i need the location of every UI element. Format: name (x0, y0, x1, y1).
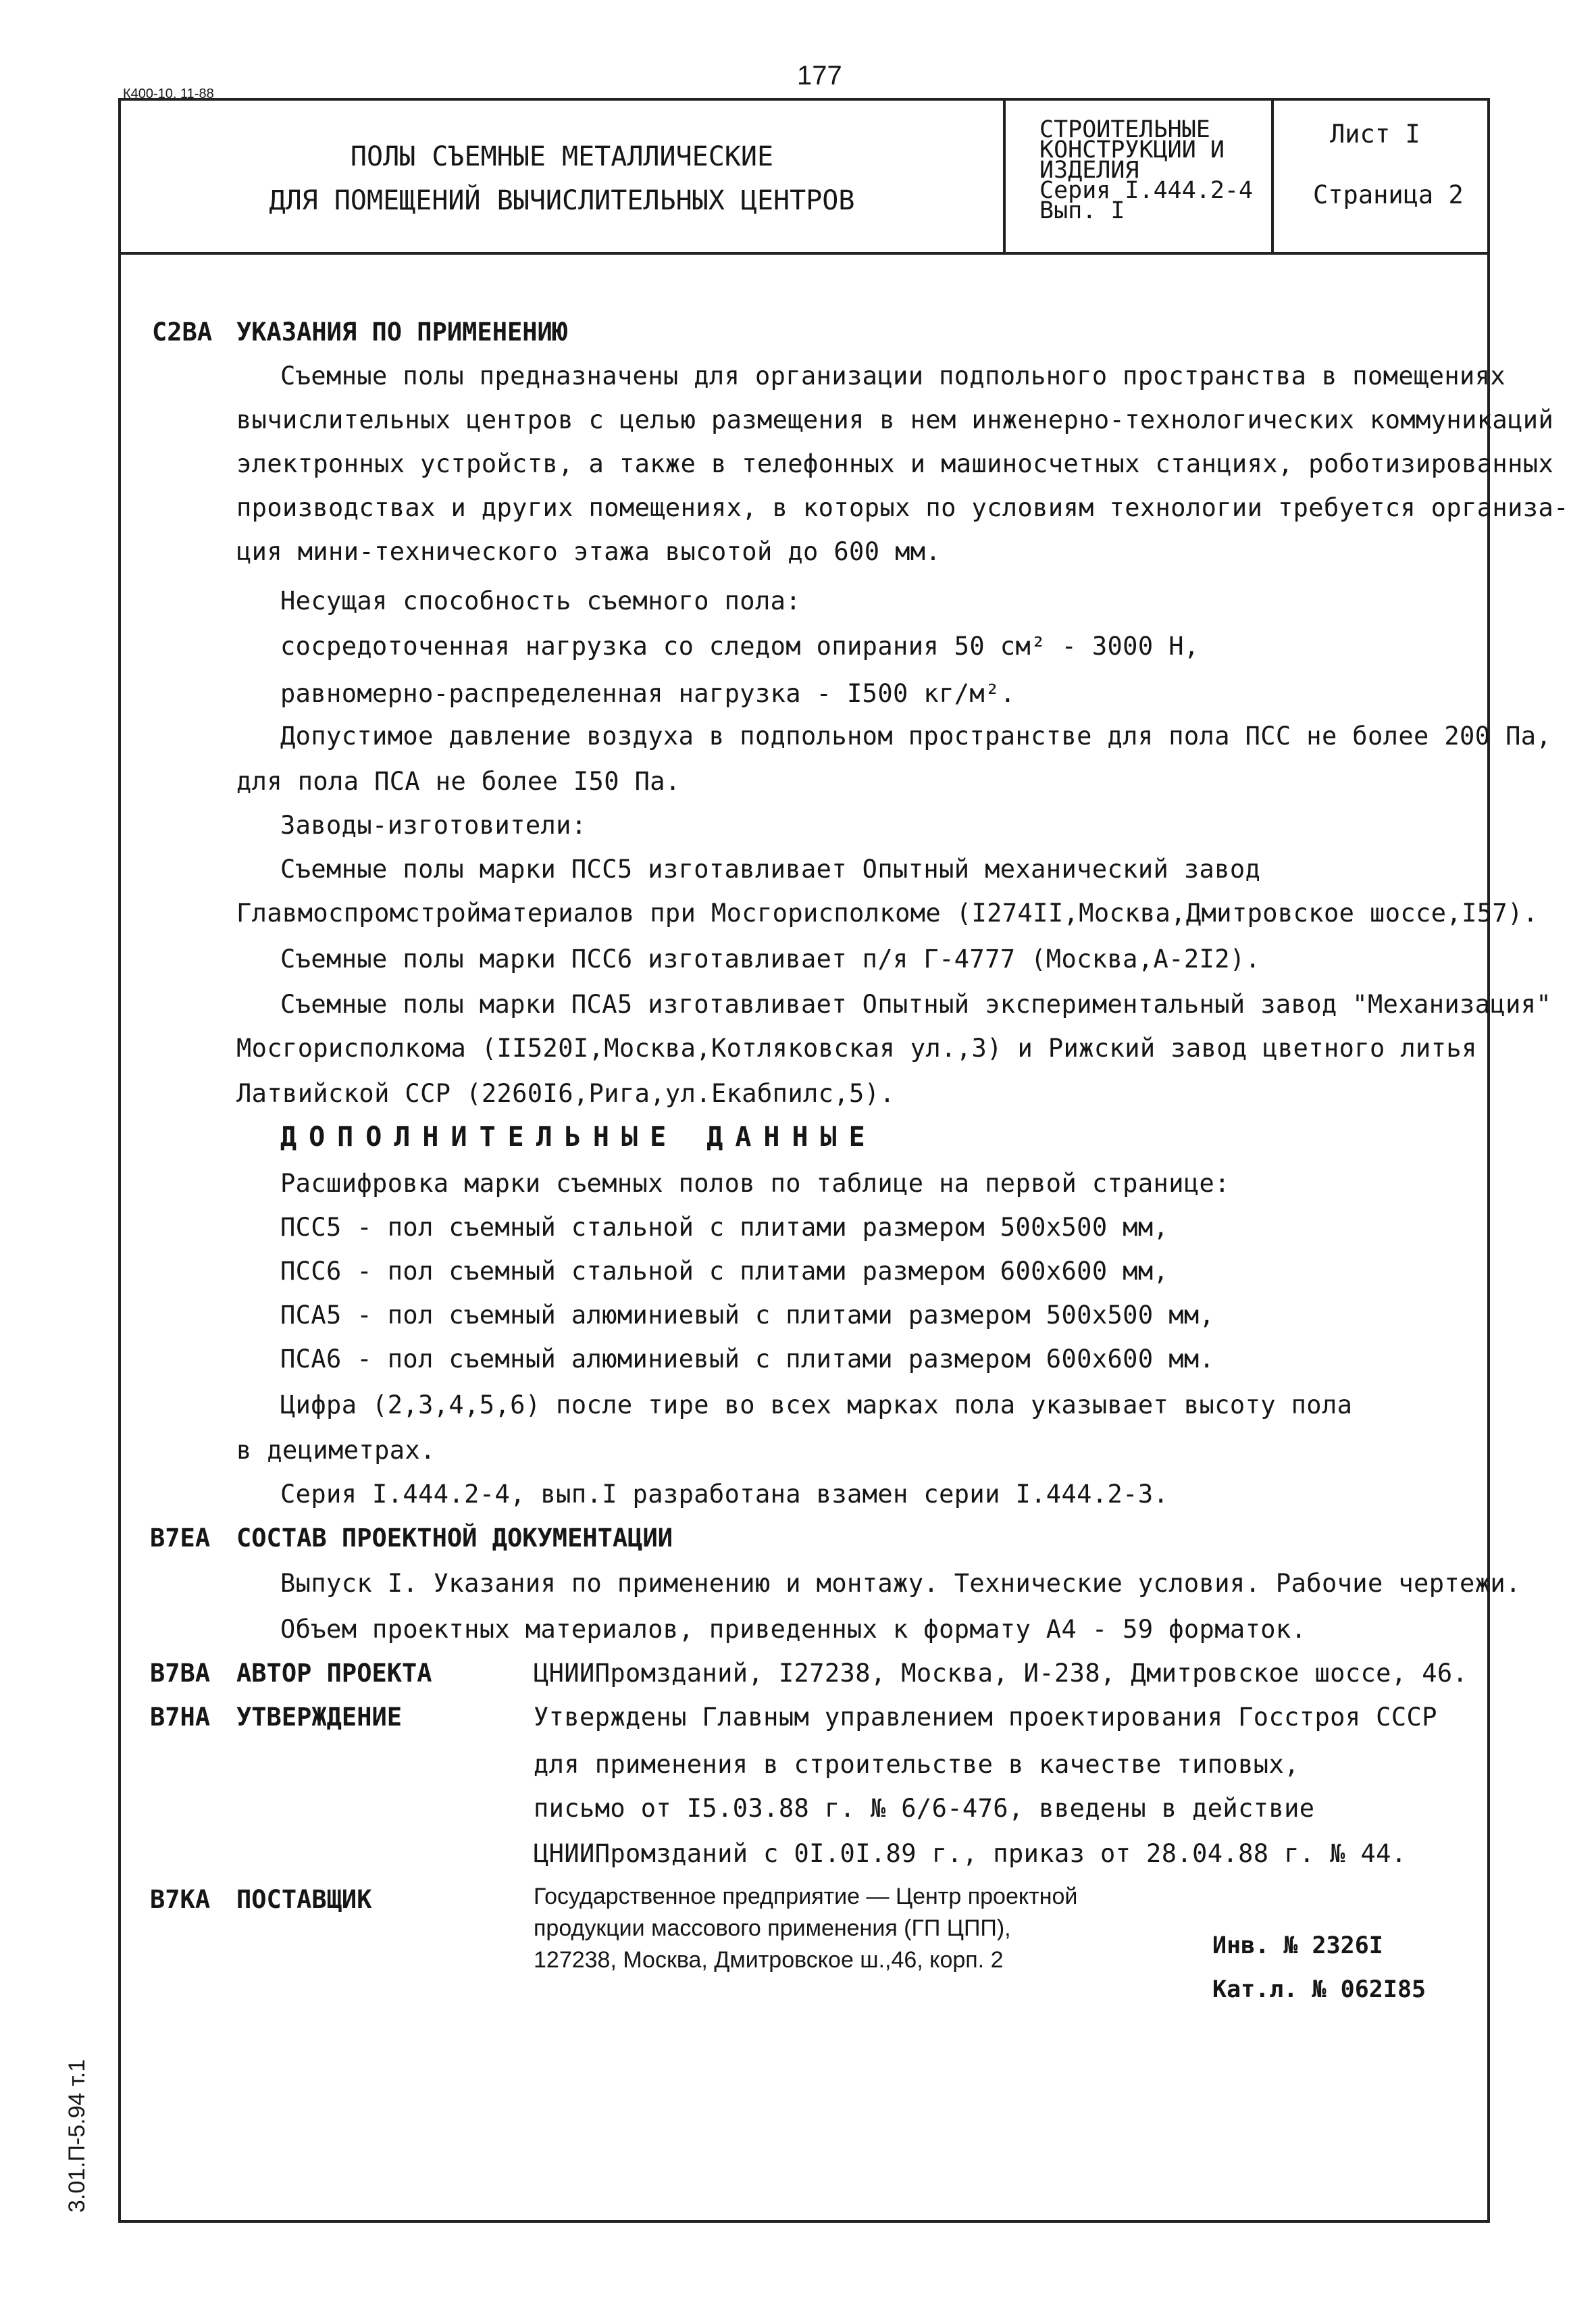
list-item: ПСА5 - пол съемный алюминиевый с плитами размером 500х500 мм, (280, 1301, 1215, 1330)
text-line: Расшифровка марки съемных полов по таблице на первой странице: (280, 1169, 1230, 1198)
author-line: ЦНИИПромзданий, I27238, Москва, И-238, Дмитровское шоссе, 46. (534, 1659, 1468, 1688)
issue-label: Вып. I (1039, 197, 1125, 224)
text-line: ция мини-технического этажа высотой до 600 мм. (236, 537, 942, 566)
title-line-1: ПОЛЫ СЪЕМНЫЕ МЕТАЛЛИЧЕСКИЕ (350, 141, 774, 172)
page-label: Страница 2 (1313, 180, 1464, 209)
text-line: в дециметрах. (236, 1436, 436, 1465)
text-line: Заводы-изготовители: (280, 811, 587, 840)
document-code: К400-10, 11-88 (123, 86, 214, 101)
section-code-b7ka: В7КА (150, 1885, 211, 1914)
sheet-label: Лист I (1330, 120, 1420, 149)
category-line-2: КОНСТРУКЦИИ И (1039, 136, 1225, 164)
header-separator-2 (1271, 101, 1274, 252)
section-code-b7ha: В7НА (150, 1703, 211, 1732)
supplier-line: продукции массового применения (ГП ЦПП), (534, 1915, 1011, 1941)
section-code-c2ba: С2ВА (152, 318, 213, 347)
text-line: Съемные полы марки ПСС5 изготавливает Опытный механический завод (280, 855, 1261, 884)
catalog-label: Кат.л. № (1212, 1976, 1327, 2003)
header-divider (121, 252, 1487, 255)
text-line: сосредоточенная нагрузка со следом опирания 50 см² - 3000 Н, (280, 632, 1200, 661)
inventory-value: 2326I (1312, 1932, 1383, 1959)
text-line: вычислительных центров с целью размещения в нем инженерно-технологических коммуникаций (236, 405, 1554, 434)
text-line: Съемные полы марки ПСА5 изготавливает Опытный экспериментальный завод "Механизация" (280, 990, 1552, 1019)
section-title-usage: УКАЗАНИЯ ПО ПРИМЕНЕНИЮ (236, 318, 568, 347)
section-title-supplier: ПОСТАВЩИК (236, 1885, 372, 1914)
text-line: Съемные полы марки ПСС6 изготавливает п/я Г-4777 (Москва,А-2I2). (280, 945, 1261, 974)
catalog-number (1212, 1976, 1426, 2003)
additional-data-heading: ДОПОЛНИТЕЛЬНЫЕ ДАННЫЕ (280, 1122, 877, 1153)
inventory-label: Инв. № (1212, 1932, 1298, 1959)
section-code-b7ba: В7ВА (150, 1659, 211, 1688)
text-line: Допустимое давление воздуха в подпольном пространстве для пола ПСС не более 200 Па, (280, 722, 1552, 751)
list-item: ПСС6 - пол съемный стальной с плитами размером 600х600 мм, (280, 1257, 1169, 1286)
text-line: для пола ПСА не более I50 Па. (236, 767, 681, 796)
text-line: Объем проектных материалов, приведенных к формату А4 - 59 форматок. (280, 1615, 1307, 1644)
text-line: электронных устройств, а также в телефонных и машиносчетных станциях, роботизированных (236, 449, 1554, 478)
text-line: Съемные полы предназначены для организации подпольного пространства в помещениях (280, 361, 1506, 391)
text-line: равномерно-распределенная нагрузка - I500 кг/м². (280, 679, 1016, 708)
title-line-2: ДЛЯ ПОМЕЩЕНИЙ ВЫЧИСЛИТЕЛЬНЫХ ЦЕНТРОВ (269, 185, 855, 216)
text-line: Главмоспромстройматериалов при Мосгорисполкоме (I274II,Москва,Дмитровское шоссе,I57). (236, 899, 1539, 928)
section-title-approval: УТВЕРЖДЕНИЕ (236, 1703, 403, 1732)
category-line-1: СТРОИТЕЛЬНЫЕ (1039, 116, 1210, 143)
category-block (1039, 116, 1254, 224)
text-line: Выпуск I. Указания по применению и монтажу. Технические условия. Рабочие чертежи. (280, 1569, 1521, 1598)
section-title-documentation: СОСТАВ ПРОЕКТНОЙ ДОКУМЕНТАЦИИ (236, 1524, 673, 1553)
supplier-line: Государственное предприятие — Центр проектной (534, 1884, 1078, 1909)
inventory-number (1212, 1932, 1383, 1959)
text-line: Несущая способность съемного пола: (280, 586, 801, 615)
side-stamp: 3.01.П-5.94 т.1 (64, 2059, 90, 2213)
approval-line: письмо от I5.03.88 г. № 6/6-476, введены в действие (534, 1794, 1315, 1823)
page-number: 177 (797, 61, 842, 91)
text-line: Мосгорисполкома (II520I,Москва,Котляковская ул.,3) и Рижский завод цветного литья (236, 1034, 1477, 1063)
list-item: ПСС5 - пол съемный стальной с плитами размером 500х500 мм, (280, 1213, 1169, 1242)
approval-line: ЦНИИПромзданий с 0I.0I.89 г., приказ от 28.04.88 г. № 44. (534, 1839, 1407, 1868)
catalog-value: 062I85 (1340, 1976, 1426, 2003)
section-code-b7ea: В7ЕА (150, 1524, 211, 1553)
section-title-author: АВТОР ПРОЕКТА (236, 1659, 432, 1688)
text-line: Цифра (2,3,4,5,6) после тире во всех марках пола указывает высоту пола (280, 1390, 1353, 1419)
supplier-line: 127238, Москва, Дмитровское ш.,46, корп. 2 (534, 1947, 1004, 1973)
header-separator-1 (1003, 101, 1006, 252)
series-label: Серия I.444.2-4 (1039, 177, 1254, 204)
approval-line: Утверждены Главным управлением проектирования Госстроя СССР (534, 1703, 1437, 1732)
category-line-3: ИЗДЕЛИЯ (1039, 157, 1139, 184)
approval-line: для применения в строительстве в качестве типовых, (534, 1750, 1299, 1779)
text-line: производствах и других помещениях, в которых по условиям технологии требуется организа- (236, 493, 1569, 522)
text-line: Латвийской ССР (2260I6,Рига,ул.Екабпилс,5). (236, 1079, 896, 1108)
list-item: ПСА6 - пол съемный алюминиевый с плитами размером 600х600 мм. (280, 1344, 1215, 1374)
text-line: Серия I.444.2-4, вып.I разработана взамен серии I.444.2-3. (280, 1480, 1169, 1509)
